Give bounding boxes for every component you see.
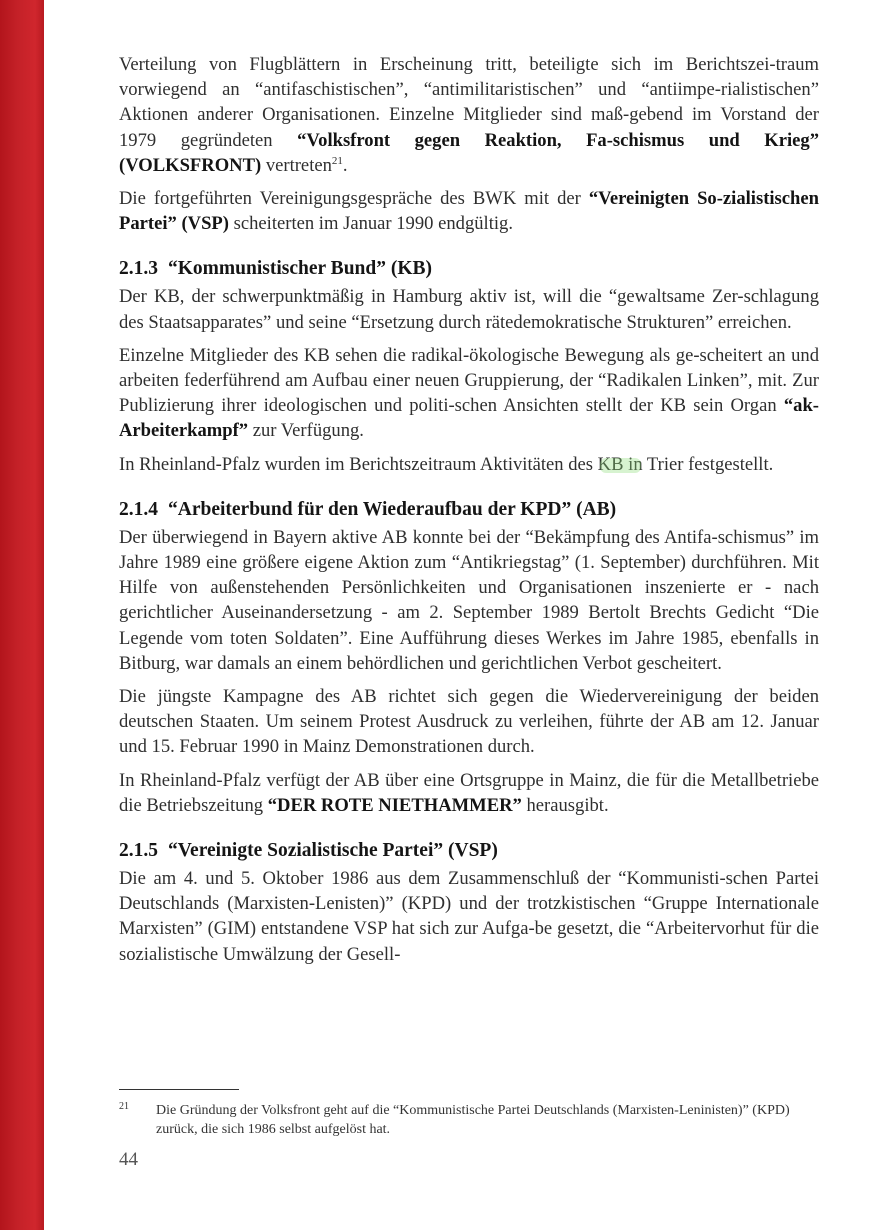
footnote-text: Die Gründung der Volksfront geht auf die “Kommunistische Partei Deutschlands (Marxisten-Leninisten)” (KPD) zurück, die sich 1986 selbst aufgelöst hat. [156, 1103, 790, 1137]
paragraph-kb-goals: Der KB, der schwerpunktmäßig in Hamburg aktiv ist, will die “gewaltsame Zer-schlagung des Staatsapparates” und seine “Ersetzung durch rätedemokratische Strukturen” erreichen. [119, 286, 819, 333]
paragraph-vsp-founding: Die am 4. und 5. Oktober 1986 aus dem Zusammenschluß der “Kommunisti-schen Partei Deutschlands (Marxisten-Lenisten)” (KPD) und der trotzkistischen “Gruppe Internationale Marxisten” (GIM) entstandene VSP hat sich zur Aufga-be gesetzt, die “Arbeitervorhut für die sozialistische Umwälzung der Gesell- [119, 868, 819, 965]
org-organ-roter-niethammer: “DER ROTE NIETHAMMER” [267, 794, 522, 816]
section-heading-2-1-5: 2.1.5 “Vereinigte Sozialistische Partei” (VSP) [119, 840, 498, 862]
footnote-mark: 21 [119, 1101, 129, 1112]
section-heading-2-1-4: 2.1.4 “Arbeiterbund für den Wiederaufbau der KPD” (AB) [119, 498, 617, 520]
page-number: 44 [119, 1149, 138, 1170]
paragraph-vsp-talks: Die fortgeführten Vereinigungsgespräche des BWK mit der “Vereinigten So-zialistischen Partei” (VSP) scheiterten im Januar 1990 endgültig. [119, 188, 819, 235]
paragraph-volksfront: Verteilung von Flugblättern in Erscheinung tritt, beteiligte sich im Berichtszei-traum vorwiegend an “antifaschistischen”, “antimilitaristischen” und “antiimpe-rialistischen” Aktionen anderer Organisationen. Einzelne Mitglieder sind maß-gebend im Vorstand der 1979 gegründeten “Volksfront gegen Reaktion, Fa-schismus und Krieg” (VOLKSFRONT) vertreten$^{21}$. [119, 54, 819, 176]
footnote [119, 1101, 819, 1139]
page-body [119, 52, 819, 967]
org-name-volksfront: “Volksfront gegen Reaktion, Fa-schismus und Krieg” (VOLKSFRONT) [119, 129, 819, 176]
section-heading-2-1-3: 2.1.3 “Kommunistischer Bund” (KB) [119, 258, 433, 280]
footnote-reference: 21 [331, 154, 343, 167]
paragraph-kb-rlp: In Rheinland-Pfalz wurden im Berichtszeitraum Aktivitäten des KB in Trier festgestellt. [119, 453, 774, 475]
paragraph-ab-rlp: In Rheinland-Pfalz verfügt der AB über eine Ortsgruppe in Mainz, die für die Metallbetriebe die Betriebszeitung “DER ROTE NIETHAMMER” herausgibt. [119, 769, 819, 816]
red-margin-band [0, 0, 44, 1230]
paragraph-kb-members: Einzelne Mitglieder des KB sehen die radikal-ökologische Bewegung als ge-scheitert an und arbeiten federführend am Aufbau einer neuen Gruppierung, der “Radikalen Linken”, mit. Zur Publizierung ihrer ideologischen und politi-schen Ansichten stellt der KB sein Organ “ak-Arbeiterkampf” zur Verfügung. [119, 344, 819, 442]
org-organ-ak-arbeiterkampf: “ak-Arbeiterkampf” [119, 395, 819, 442]
highlighted-text: KB in [597, 453, 643, 475]
paragraph-ab-campaign: Die jüngste Kampagne des AB richtet sich gegen die Wiedervereinigung der beiden deutschen Staaten. Um seinem Protest Ausdruck zu verleihen, führte der AB am 12. Januar und 15. Februar 1990 in Mainz Demonstrationen durch. [119, 686, 819, 758]
org-name-vsp: “Vereinigten So-zialistischen Partei” (VSP) [119, 188, 819, 235]
footnote-divider [119, 1089, 239, 1090]
paragraph-ab-action: Der überwiegend in Bayern aktive AB konnte bei der “Bekämpfung des Antifa-schismus” im Jahre 1989 eine größere eigene Aktion zum “Antikriegstag” (1. September) durchführen. Mit Hilfe von außenstehenden Persönlichkeiten und Organisationen inszenierte er - nach gerichtlicher Auseinandersetzung - am 2. September 1989 Bertolt Brechts Gedicht “Die Legende vom toten Soldaten”. Eine Aufführung dieses Werkes im Jahre 1985, ebenfalls in Bitburg, war damals an einem behördlichen und gerichtlichen Verbot gescheitert. [119, 526, 819, 674]
